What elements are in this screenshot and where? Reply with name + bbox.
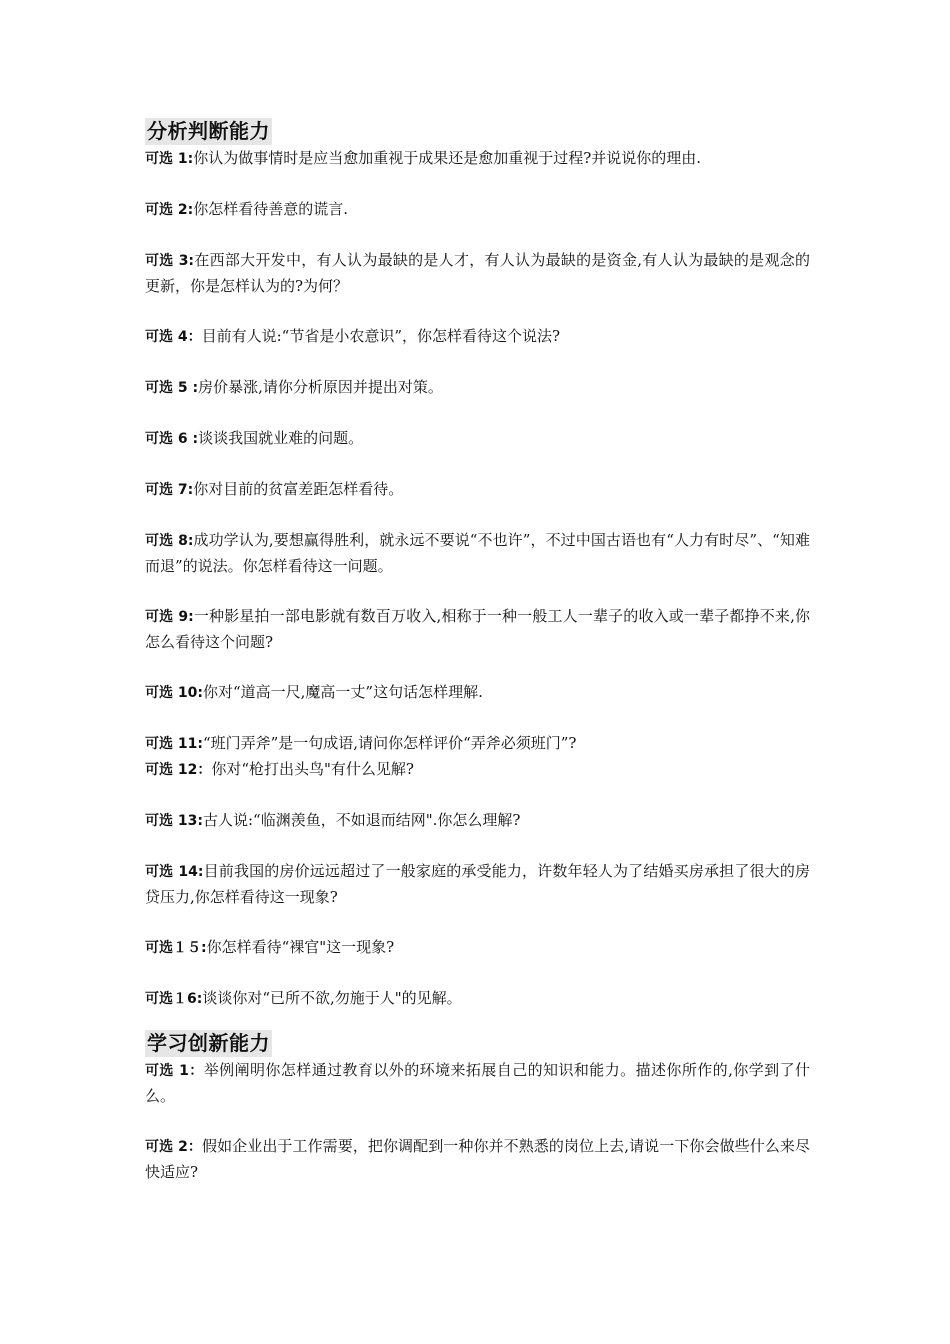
question-text: “班门弄斧”是一句成语,请问你怎样评价“弄斧必须班门”? <box>202 734 577 752</box>
question-item <box>145 1058 810 1109</box>
question-label: 可选 3: <box>145 253 195 269</box>
question-label: 可选 11: <box>145 736 203 752</box>
section-learning <box>145 1030 810 1185</box>
question-label: 可选１５: <box>145 940 207 956</box>
question-label: 可选 5 : <box>145 380 199 396</box>
question-text: 你对“道高一尺,魔高一丈”这句话怎样理解. <box>202 683 483 701</box>
question-item <box>145 757 810 783</box>
question-text: 目前我国的房价远远超过了一般家庭的承受能力，许数年轻人为了结婚买房承担了很大的房贷压力,你怎样看待这一现象? <box>145 862 810 906</box>
question-item <box>145 986 810 1012</box>
question-label: 可选 13: <box>145 813 203 829</box>
question-item <box>145 859 810 910</box>
question-item <box>145 528 810 579</box>
question-label: 可选 2： <box>145 1139 203 1155</box>
question-label: 可选 14: <box>145 864 204 880</box>
question-text: 你怎样看待“裸官"这一现象? <box>206 938 395 956</box>
question-item <box>145 426 810 452</box>
section-heading: 学习创新能力 <box>147 1031 270 1055</box>
question-text: 你认为做事情时是应当愈加重视于成果还是愈加重视于过程?并说说你的理由. <box>193 149 702 167</box>
question-label: 可选 4： <box>145 329 202 345</box>
section-analysis <box>145 118 810 1012</box>
question-item <box>145 935 810 961</box>
question-label: 可选 9: <box>145 609 194 625</box>
question-item <box>145 146 810 172</box>
question-text: 谈谈你对“已所不欲,勿施于人"的见解。 <box>202 989 462 1007</box>
question-text: 一种影星拍一部电影就有数百万收入,相称于一种一般工人一辈子的收入或一辈子都挣不来,你怎么看待这个问题? <box>145 607 810 651</box>
question-item <box>145 197 810 223</box>
question-label: 可选 12： <box>145 762 212 778</box>
question-text: 你对“枪打出头鸟"有什么见解? <box>211 760 414 778</box>
document-page <box>145 118 810 1185</box>
question-label: 可选 10: <box>145 685 203 701</box>
question-label: 可选 1: <box>145 151 194 167</box>
question-label: 可选 7: <box>145 482 194 498</box>
question-label: 可选 6 : <box>145 431 199 447</box>
question-item <box>145 375 810 401</box>
question-text: 谈谈我国就业难的问题。 <box>198 429 364 447</box>
question-text: 古人说:“临渊羡鱼，不如退而结网".你怎么理解? <box>202 811 521 829</box>
question-text: 成功学认为,要想赢得胜利，就永远不要说“不也许”，不过中国古语也有“人力有时尽”、“知难而退”的说法。你怎样看待这一问题。 <box>145 531 810 575</box>
question-item <box>145 808 810 834</box>
question-item <box>145 680 810 706</box>
question-label: 可选 8: <box>145 533 194 549</box>
question-label: 可选 2: <box>145 202 194 218</box>
question-text: 举例阐明你怎样通过教育以外的环境来拓展自己的知识和能力。描述你所作的,你学到了什么。 <box>145 1061 810 1105</box>
question-text: 房价暴涨,请你分析原因并提出对策。 <box>198 378 443 396</box>
question-text: 在西部大开发中，有人认为最缺的是人才，有人认为最缺的是资金,有人认为最缺的是观念的更新，你是怎样认为的?为何？ <box>145 251 811 295</box>
question-item <box>145 248 810 299</box>
question-item <box>145 604 810 655</box>
question-item <box>145 731 810 757</box>
question-item <box>145 324 810 350</box>
question-label: 可选 1： <box>145 1063 204 1079</box>
question-item <box>145 1134 810 1185</box>
question-label: 可选１6: <box>145 991 203 1007</box>
question-text: 你对目前的贫富差距怎样看待。 <box>193 480 404 498</box>
question-text: 你怎样看待善意的谎言. <box>193 200 348 218</box>
section-heading: 分析判断能力 <box>147 119 270 143</box>
question-text: 假如企业出于工作需要，把你调配到一种你并不熟悉的岗位上去,请说一下你会做些什么来尽快适应? <box>145 1137 810 1181</box>
question-item <box>145 477 810 503</box>
question-text: 目前有人说:“节省是小农意识”，你怎样看待这个说法? <box>201 327 561 345</box>
